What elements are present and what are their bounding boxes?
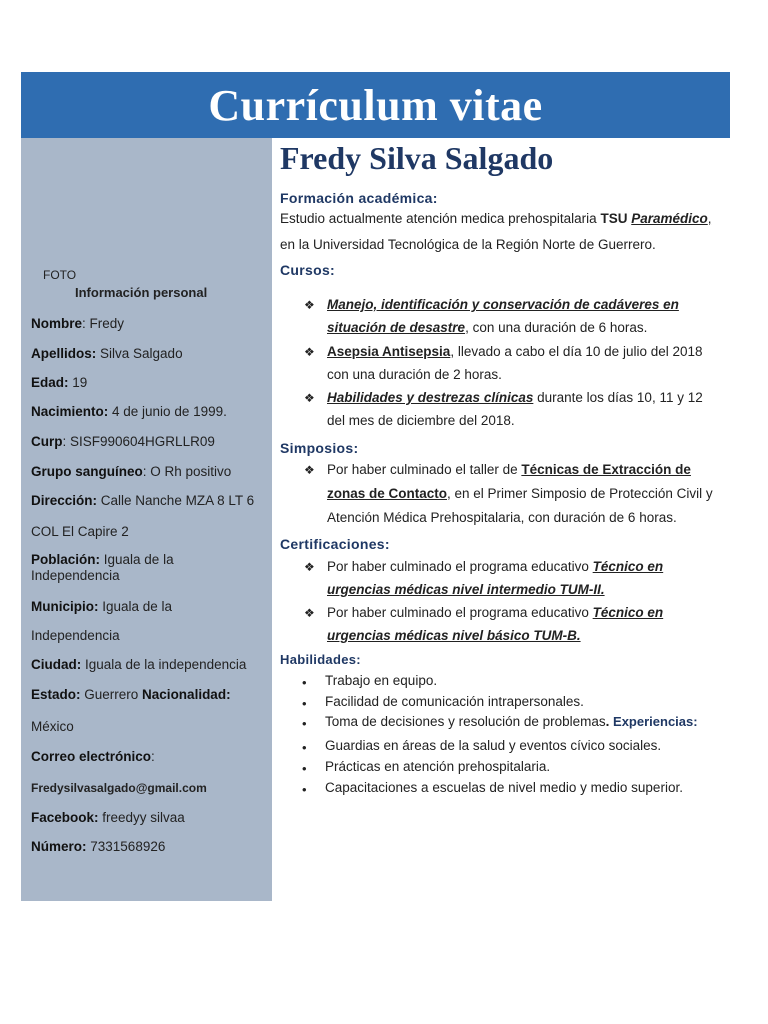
diamond-bullet-icon: ❖ <box>304 560 315 574</box>
field-municipio: Municipio: Iguala de la <box>31 599 173 614</box>
certificaciones-heading: Certificaciones: <box>280 536 390 552</box>
simposio-item-1: Por haber culminado el taller de Técnicas de Extracción de <box>327 462 691 477</box>
dot-bullet-icon: • <box>302 740 307 755</box>
field-edad: Edad: 19 <box>31 375 88 390</box>
dot-bullet-icon: • <box>302 696 307 711</box>
certificacion-item-2: Por haber culminado el programa educativo Técnico en <box>327 605 664 620</box>
formacion-line-2: en la Universidad Tecnológica de la Región Norte de Guerrero. <box>280 237 656 252</box>
page-title: Currículum vitae <box>208 80 543 130</box>
dot-bullet-icon: • <box>302 782 307 797</box>
diamond-bullet-icon: ❖ <box>304 606 315 620</box>
field-direccion-2: COL El Capire 2 <box>31 524 129 539</box>
field-ciudad: Ciudad: Iguala de la independencia <box>31 657 247 672</box>
field-numero: Número: 7331568926 <box>31 839 166 854</box>
diamond-bullet-icon: ❖ <box>304 391 315 405</box>
curso-item-1-cont: situación de desastre, con una duración de 6 horas. <box>327 320 648 335</box>
certificacion-item-1-cont: urgencias médicas nivel intermedio TUM-II. <box>327 582 605 597</box>
formacion-line-1: Estudio actualmente atención medica prehospitalaria TSU Paramédico, <box>280 211 712 226</box>
curso-item-1: Manejo, identificación y conservación de cadáveres en <box>327 297 679 312</box>
diamond-bullet-icon: ❖ <box>304 298 315 312</box>
formacion-heading: Formación académica: <box>280 190 438 206</box>
experiencias-heading: Experiencias: <box>609 714 698 729</box>
field-nacionalidad: México <box>31 719 74 734</box>
habilidad-item-1: Trabajo en equipo. <box>325 673 438 688</box>
field-facebook: Facebook: freedyy silvaa <box>31 810 185 825</box>
field-municipio-2: Independencia <box>31 628 120 643</box>
habilidad-item-3: Toma de decisiones y resolución de problemas. Experiencias: <box>325 714 698 729</box>
personal-info-sidebar <box>21 138 272 901</box>
curso-item-3: Habilidades y destrezas clínicas durante los días 10, 11 y 12 <box>327 390 703 405</box>
simposios-heading: Simposios: <box>280 440 359 456</box>
field-apellidos: Apellidos: Silva Salgado <box>31 346 183 361</box>
field-estado: Estado: Guerrero Nacionalidad: <box>31 687 231 702</box>
field-correo-label: Correo electrónico: <box>31 749 155 764</box>
habilidad-item-2: Facilidad de comunicación intrapersonales. <box>325 694 584 709</box>
dot-bullet-icon: • <box>302 675 307 690</box>
habilidades-heading: Habilidades: <box>280 652 361 667</box>
field-nombre: Nombre: Fredy <box>31 316 125 331</box>
field-poblacion-2: Independencia <box>31 568 120 583</box>
experiencia-item-2: Prácticas en atención prehospitalaria. <box>325 759 551 774</box>
curso-item-3-cont: del mes de diciembre del 2018. <box>327 413 515 428</box>
field-correo-value: Fredysilvasalgado@gmail.com <box>31 781 207 795</box>
diamond-bullet-icon: ❖ <box>304 345 315 359</box>
personal-info-title: Información personal <box>75 285 208 300</box>
cursos-heading: Cursos: <box>280 262 335 278</box>
diamond-bullet-icon: ❖ <box>304 463 315 477</box>
field-nacimiento: Nacimiento: 4 de junio de 1999. <box>31 404 227 419</box>
candidate-name: Fredy Silva Salgado <box>280 140 554 176</box>
curso-item-2: Asepsia Antisepsia, llevado a cabo el día 10 de julio del 2018 <box>327 344 703 359</box>
experiencia-item-3: Capacitaciones a escuelas de nivel medio y medio superior. <box>325 780 683 795</box>
experiencia-item-1: Guardias en áreas de la salud y eventos cívico sociales. <box>325 738 662 753</box>
field-grupo-sanguineo: Grupo sanguíneo: O Rh positivo <box>31 464 232 479</box>
dot-bullet-icon: • <box>302 761 307 776</box>
title-banner <box>21 72 730 138</box>
field-direccion: Dirección: Calle Nanche MZA 8 LT 6 <box>31 493 255 508</box>
dot-bullet-icon: • <box>302 716 307 731</box>
simposio-item-1-cont: zonas de Contacto, en el Primer Simposio de Protección Civil y <box>327 486 713 501</box>
simposio-item-1-cont-2: Atención Médica Prehospitalaria, con duración de 6 horas. <box>327 510 677 525</box>
photo-placeholder: FOTO <box>43 268 77 282</box>
field-curp: Curp: SISF990604HGRLLR09 <box>31 434 215 449</box>
field-poblacion: Población: Iguala de la <box>31 552 174 567</box>
certificacion-item-1: Por haber culminado el programa educativo Técnico en <box>327 559 664 574</box>
curso-item-2-cont: con una duración de 2 horas. <box>327 367 502 382</box>
certificacion-item-2-cont: urgencias médicas nivel básico TUM-B. <box>327 628 581 643</box>
